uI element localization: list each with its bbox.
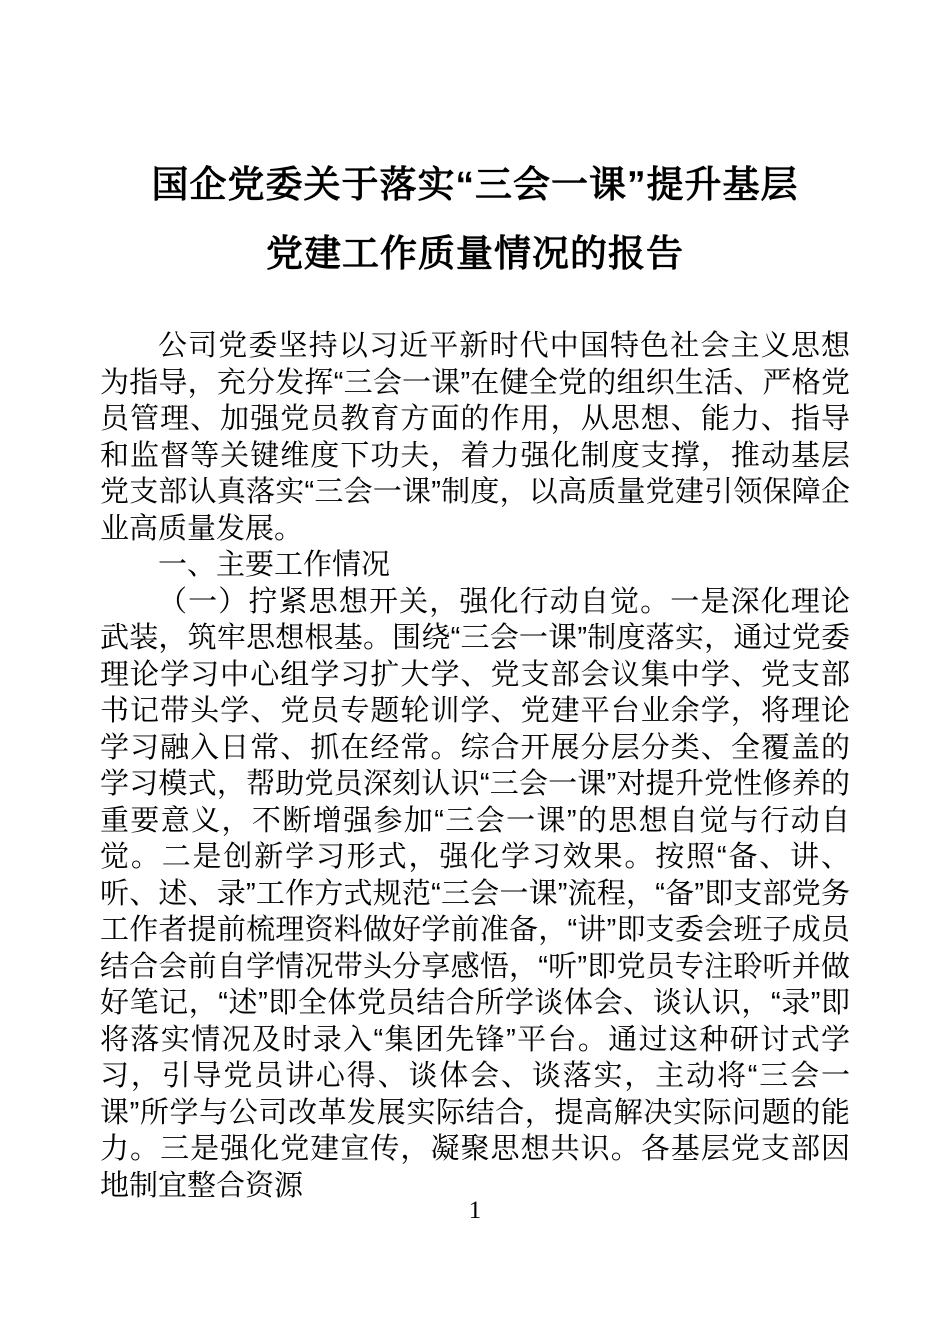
section-heading-main-work: 一、主要工作情况 [158,549,391,581]
paragraph-section-one: （一）拧紧思想开关，强化行动自觉。一是深化理论武装，筑牢思想根基。围绕“三会一课”制度落实，通过党委理论学习中心组学习扩大学、党支部会议集中学、党支部书记带头学、党员专题轮训学、党建平台业余学，将理论学习融入日常、抓在经常。综合开展分层分类、全覆盖的学习模式，帮助党员深刻认识“三会一课”对提升党性修养的重要意义，不断增强参加“三会一课”的思想自觉与行动自觉。二是创新学习形式，强化学习效果。按照“备、讲、听、述、录”工作方式规范“三会一课”流程，“备”即支部党务工作者提前梳理资料做好学前准备，“讲”即支委会班子成员结合会前自学情况带头分享感悟，“听”即党员专注聆听并做好笔记，“述”即全体党员结合所学谈体会、谈认识，“录”即将落实情况及时录入“集团先锋”平台。通过这种研讨式学习，引导党员讲心得、谈体会、谈落实，主动将“三会一课”所学与公司改革发展实际结合，提高解决实际问题的能力。三是强化党建宣传，凝聚思想共识。各基层党支部因地制宜整合资源 [100,585,850,1202]
document-title [100,150,850,288]
page-number: 1 [468,1197,482,1224]
document-title-line-1: 国企党委关于落实“三会一课”提升基层 [151,164,799,205]
paragraph-intro: 公司党委坚持以习近平新时代中国特色社会主义思想为指导，充分发挥“三会一课”在健全党的组织生活、严格党员管理、加强党员教育方面的作用，从思想、能力、指导和监督等关键维度下功夫，着力强化制度支撑，推动基层党支部认真落实“三会一课”制度，以高质量党建引领保障企业高质量发展。 [100,330,850,545]
document-title-line-2: 党建工作质量情况的报告 [266,233,684,274]
document-body [100,328,850,1204]
